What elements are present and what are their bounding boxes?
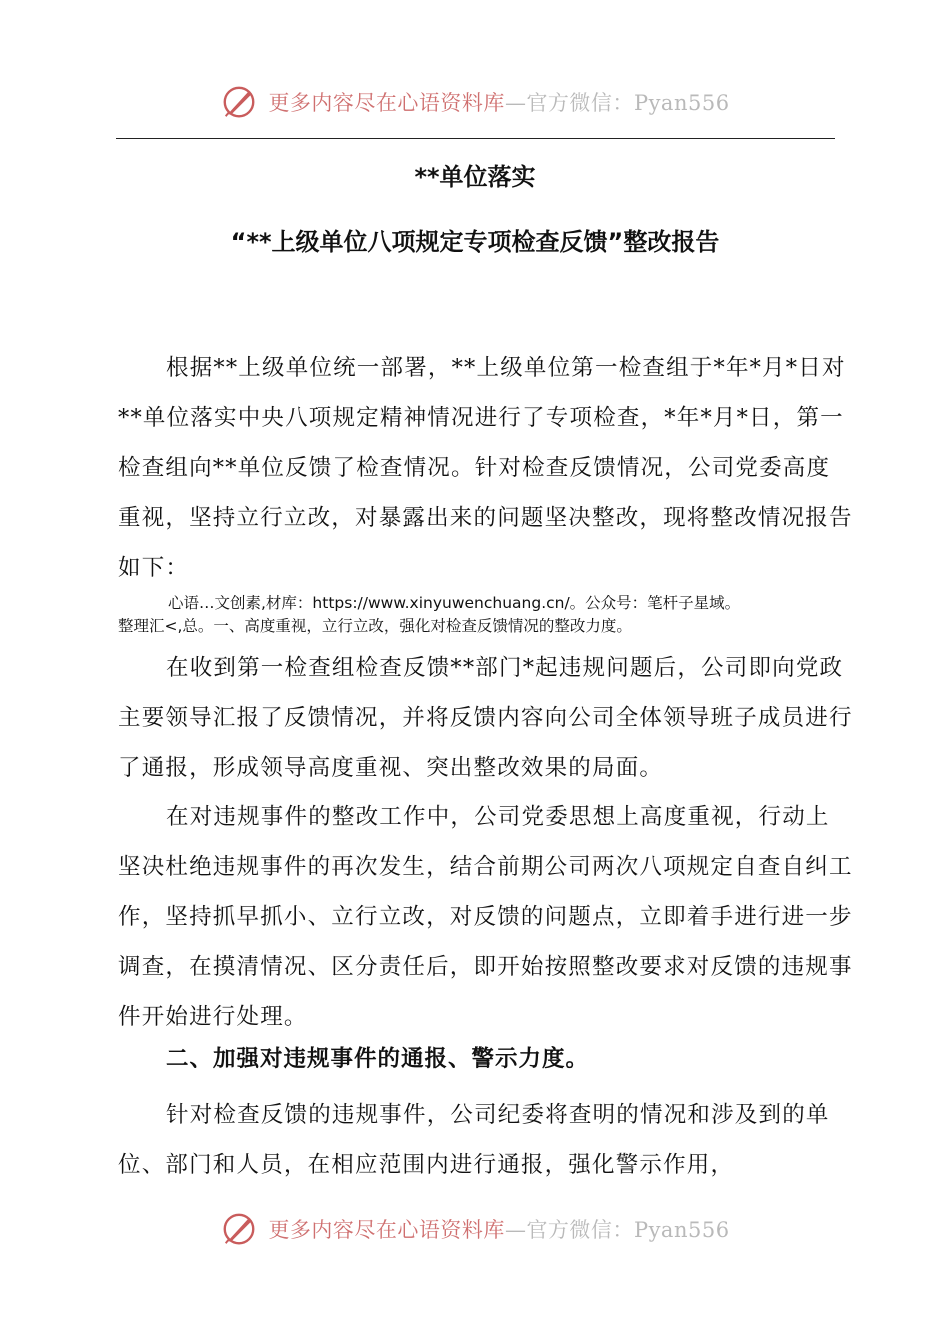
watermark-text — [268, 87, 729, 117]
body-paragraph-2: 在收到第一检查组检查反馈**部门*起违规问题后，公司即向党政主要领导汇报了反馈情况，并将反馈内容向公司全体领导班子成员进行了通报，形成领导高度重视、突出整改效果的局面。 — [118, 655, 853, 781]
quill-pen-logo-icon — [220, 1210, 258, 1248]
wechat-label: 官方微信： — [526, 91, 634, 115]
wechat-label: 官方微信： — [526, 1218, 634, 1242]
quill-pen-logo-icon — [220, 83, 258, 121]
wechat-id: Pyan556 — [633, 1218, 730, 1242]
header-rule — [116, 138, 835, 139]
document-title-line2: “**上级单位八项规定专项检查反馈”整改报告 — [230, 228, 720, 256]
wechat-id: Pyan556 — [633, 91, 730, 115]
body-paragraph-4: 针对检查反馈的违规事件，公司纪委将查明的情况和涉及到的单位、部门和人员，在相应范围内进行通报，强化警示作用， — [118, 1102, 830, 1178]
source-note-line2: 整理汇<,总。一、高度重视，立行立改，强化对检查反馈情况的整改力度。 — [118, 617, 632, 635]
source-note-line1: 心语…文创素,材库：https://www.xinyuwenchuang.cn/。公众号：笔杆子星域。 — [168, 594, 741, 612]
separator: — — [504, 1218, 527, 1242]
brand-text: 更多内容尽在心语资料库 — [268, 1218, 505, 1242]
separator: — — [504, 91, 527, 115]
header-watermark-banner — [0, 80, 950, 124]
footer-watermark-banner — [0, 1207, 950, 1251]
document-title-line1: **单位落实 — [414, 163, 536, 191]
brand-text: 更多内容尽在心语资料库 — [268, 91, 505, 115]
section-heading-2: 二、加强对违规事件的通报、警示力度。 — [166, 1046, 590, 1072]
body-paragraph-1: 根据**上级单位统一部署，**上级单位第一检查组于*年*月*日对**单位落实中央八项规定精神情况进行了专项检查，*年*月*日，第一检查组向**单位反馈了检查情况。针对检查反馈情况，公司党委高度重视，坚持立行立改，对暴露出来的问题坚决整改，现将整改情况报告如下： — [118, 355, 853, 581]
watermark-text — [268, 1214, 729, 1244]
body-paragraph-3: 在对违规事件的整改工作中，公司党委思想上高度重视，行动上坚决杜绝违规事件的再次发生，结合前期公司两次八项规定自查自纠工作，坚持抓早抓小、立行立改，对反馈的问题点，立即着手进行进一步调查，在摸清情况、区分责任后，即开始按照整改要求对反馈的违规事件开始进行处理。 — [118, 804, 853, 1030]
source-note — [118, 592, 853, 638]
